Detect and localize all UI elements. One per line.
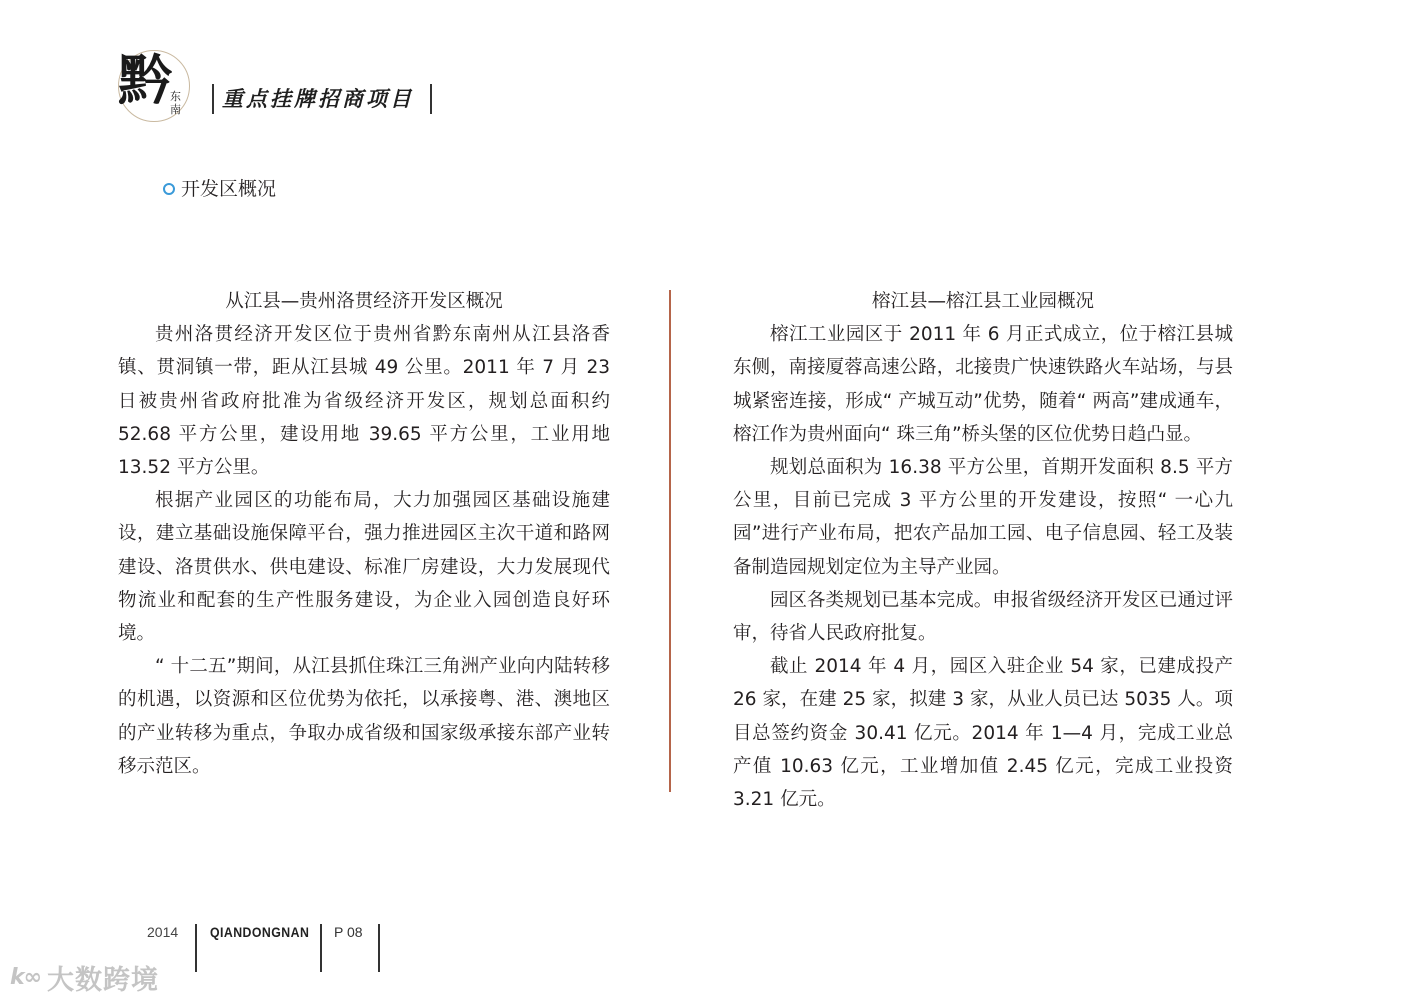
footer-rule	[320, 924, 322, 972]
left-paragraph: “ 十二五”期间，从江县抓住珠江三角洲产业向内陆转移的机遇，以资源和区位优势为依托，以承接粤、港、澳地区的产业转移为重点，争取办成省级和国家级承接东部产业转移示范区。	[118, 656, 610, 777]
watermark-text: 大数跨境	[46, 965, 159, 996]
footer-page-number: P 08	[334, 924, 363, 940]
logo-main-char: 黔	[118, 48, 172, 112]
header-title: 重点挂牌招商项目	[222, 86, 414, 111]
footer-brand: QIANDONGNAN	[210, 924, 310, 940]
watermark-logo-icon: k∞	[10, 965, 41, 990]
watermark	[10, 958, 159, 997]
footer-rule	[378, 924, 380, 972]
right-paragraph: 截止 2014 年 4 月，园区入驻企业 54 家，已建成投产 26 家，在建 25 家，拟建 3 家，从业人员已达 5035 人。项目总签约资金 30.41 亿元。2014 年 1—4 月，完成工业总产值 10.63 亿元，工业增加值 2.45 亿元，完成工业投资 3.21 亿元。	[733, 656, 1233, 811]
left-paragraph: 贵州洛贯经济开发区位于贵州省黔东南州从江县洛香镇、贯洞镇一带，距从江县城 49 公里。2011 年 7 月 23 日被贵州省政府批准为省级经济开发区，规划总面积约 52.68 平方公里，建设用地 39.65 平方公里，工业用地 13.52 平方公里。	[118, 324, 610, 479]
section-heading	[163, 176, 276, 202]
right-paragraph: 规划总面积为 16.38 平方公里，首期开发面积 8.5 平方公里，目前已完成 3 平方公里的开发建设，按照“ 一心九园”进行产业布局，把农产品加工园、电子信息园、轻工及装备制造园规划定位为主导产业园。	[733, 457, 1233, 578]
header-bar-right	[430, 84, 432, 114]
section-heading-text: 开发区概况	[181, 178, 277, 200]
right-paragraph: 园区各类规划已基本完成。申报省级经济开发区已通过评审，待省人民政府批复。	[733, 589, 1233, 645]
left-column	[118, 285, 610, 783]
ring-bullet-icon	[163, 183, 175, 195]
left-paragraph: 根据产业园区的功能布局，大力加强园区基础设施建设，建立基础设施保障平台，强力推进园区主次干道和路网建设、洛贯供水、供电建设、标准厂房建设，大力发展现代物流业和配套的生产性服务建设，为企业入园创造良好环境。	[118, 490, 610, 645]
column-divider	[669, 290, 671, 792]
right-column-title: 榕江县—榕江县工业园概况	[871, 291, 1094, 312]
header-bar-left	[212, 84, 214, 114]
footer-year: 2014	[147, 924, 179, 940]
logo	[118, 50, 192, 124]
right-paragraph: 榕江工业园区于 2011 年 6 月正式成立，位于榕江县城东侧，南接厦蓉高速公路，北接贵广快速铁路火车站场，与县城紧密连接，形成“ 产城互动”优势，随着“ 两高”建成通车，榕江作为贵州面向“ 珠三角”桥头堡的区位优势日趋凸显。	[733, 324, 1233, 445]
footer-rule	[195, 924, 197, 972]
logo-sub-text: 东南	[170, 90, 181, 116]
left-column-title: 从江县—贵州洛贯经济开发区概况	[225, 291, 503, 312]
right-column	[733, 285, 1233, 816]
